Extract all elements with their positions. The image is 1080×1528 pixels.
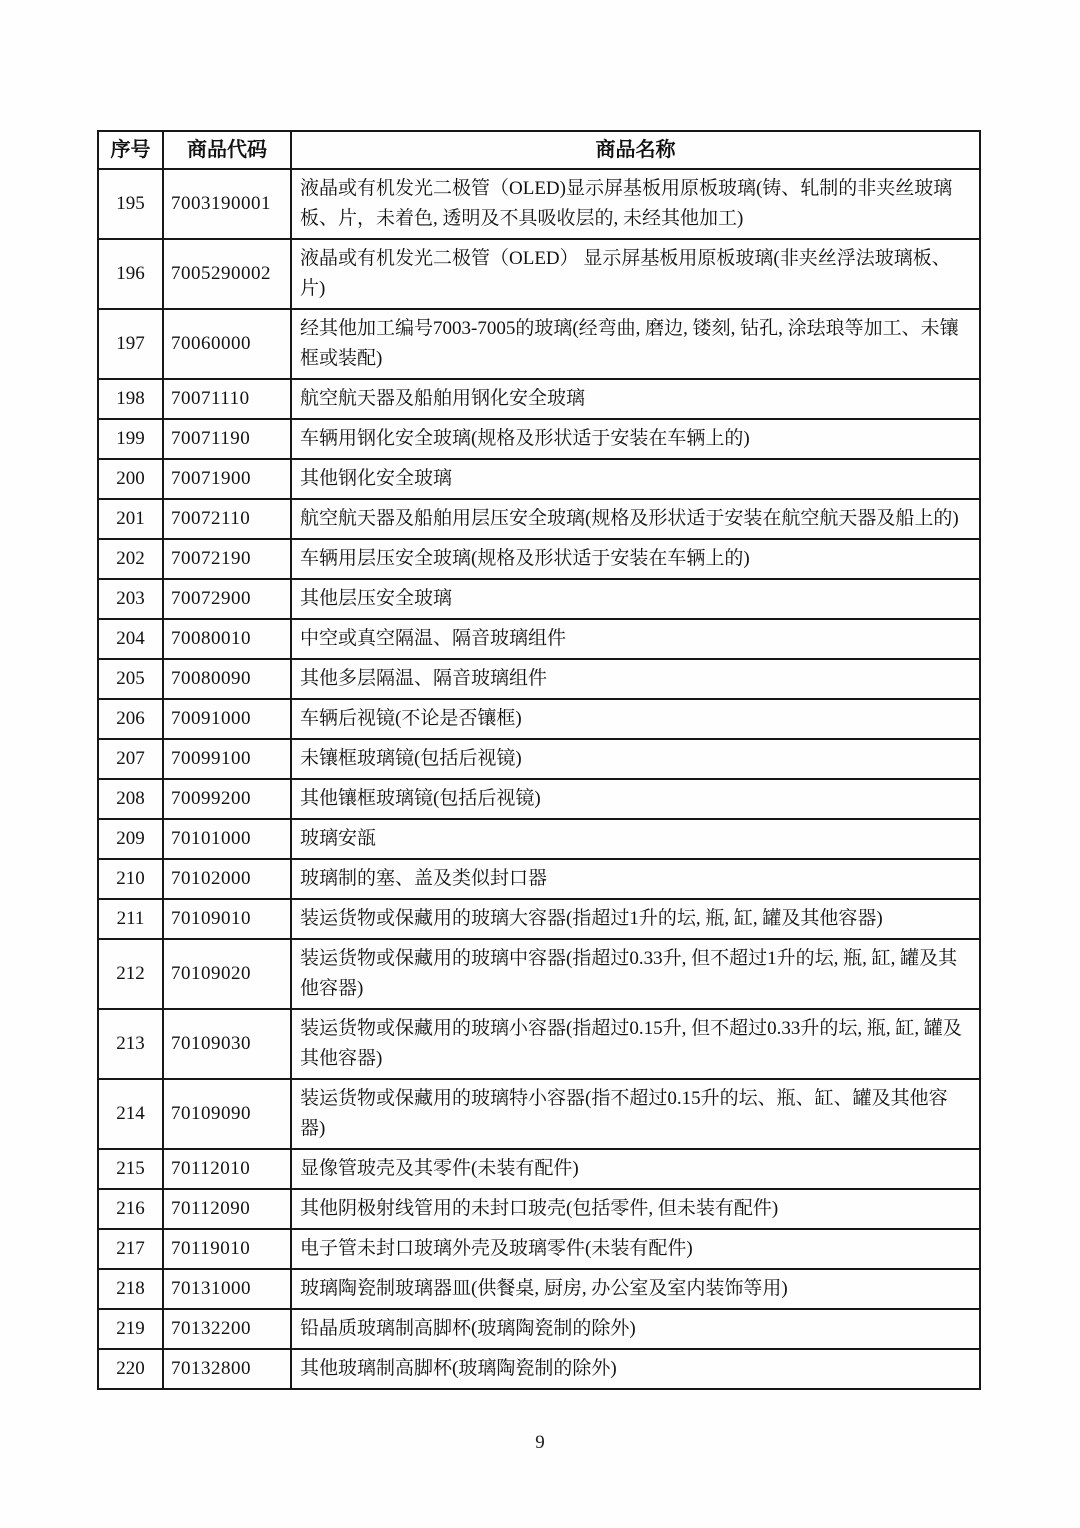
- row-commodity-name: 航空航天器及船舶用钢化安全玻璃: [291, 379, 980, 419]
- row-commodity-name: 显像管玻壳及其零件(未装有配件): [291, 1149, 980, 1189]
- row-serial-number: 198: [98, 379, 163, 419]
- row-serial-number: 203: [98, 579, 163, 619]
- row-commodity-name: 其他玻璃制高脚杯(玻璃陶瓷制的除外): [291, 1349, 980, 1389]
- row-serial-number: 199: [98, 419, 163, 459]
- row-commodity-code: 70080010: [163, 619, 291, 659]
- table-row: [98, 939, 980, 1009]
- row-commodity-code: 70112090: [163, 1189, 291, 1229]
- row-serial-number: 220: [98, 1349, 163, 1389]
- row-commodity-name: 装运货物或保藏用的玻璃特小容器(指不超过0.15升的坛、瓶、缸、罐及其他容器): [291, 1079, 980, 1149]
- header-commodity-code: 商品代码: [163, 131, 291, 169]
- table-row: [98, 309, 980, 379]
- row-commodity-name: 液晶或有机发光二极管（OLED） 显示屏基板用原板玻璃(非夹丝浮法玻璃板、片): [291, 239, 980, 309]
- row-commodity-code: 70132200: [163, 1309, 291, 1349]
- row-commodity-name: 航空航天器及船舶用层压安全玻璃(规格及形状适于安装在航空航天器及船上的): [291, 499, 980, 539]
- row-serial-number: 218: [98, 1269, 163, 1309]
- row-commodity-name: 其他多层隔温、隔音玻璃组件: [291, 659, 980, 699]
- row-serial-number: 211: [98, 899, 163, 939]
- table-row: [98, 459, 980, 499]
- table-row: [98, 1079, 980, 1149]
- row-serial-number: 204: [98, 619, 163, 659]
- row-commodity-name: 液晶或有机发光二极管（OLED)显示屏基板用原板玻璃(铸、轧制的非夹丝玻璃板、片，未着色, 透明及不具吸收层的, 未经其他加工): [291, 169, 980, 239]
- row-commodity-code: 70071190: [163, 419, 291, 459]
- row-serial-number: 202: [98, 539, 163, 579]
- row-serial-number: 213: [98, 1009, 163, 1079]
- row-commodity-name: 其他阴极射线管用的未封口玻壳(包括零件, 但未装有配件): [291, 1189, 980, 1229]
- row-commodity-code: 70112010: [163, 1149, 291, 1189]
- row-serial-number: 205: [98, 659, 163, 699]
- row-commodity-code: 70102000: [163, 859, 291, 899]
- row-commodity-name: 车辆用钢化安全玻璃(规格及形状适于安装在车辆上的): [291, 419, 980, 459]
- row-serial-number: 196: [98, 239, 163, 309]
- table-row: [98, 1229, 980, 1269]
- row-commodity-name: 玻璃安瓿: [291, 819, 980, 859]
- row-commodity-name: 玻璃制的塞、盖及类似封口器: [291, 859, 980, 899]
- row-commodity-code: 70060000: [163, 309, 291, 379]
- row-commodity-name: 其他层压安全玻璃: [291, 579, 980, 619]
- table-row: [98, 499, 980, 539]
- row-commodity-name: 装运货物或保藏用的玻璃小容器(指超过0.15升, 但不超过0.33升的坛, 瓶, 缸, 罐及其他容器): [291, 1009, 980, 1079]
- table-row: [98, 1269, 980, 1309]
- table-header-row: [98, 131, 980, 169]
- row-serial-number: 197: [98, 309, 163, 379]
- row-commodity-code: 70080090: [163, 659, 291, 699]
- row-serial-number: 214: [98, 1079, 163, 1149]
- row-commodity-name: 装运货物或保藏用的玻璃中容器(指超过0.33升, 但不超过1升的坛, 瓶, 缸, 罐及其他容器): [291, 939, 980, 1009]
- row-commodity-name: 车辆用层压安全玻璃(规格及形状适于安装在车辆上的): [291, 539, 980, 579]
- row-commodity-code: 70109090: [163, 1079, 291, 1149]
- row-commodity-name: 经其他加工编号7003-7005的玻璃(经弯曲, 磨边, 镂刻, 钻孔, 涂珐琅等加工、未镶框或装配): [291, 309, 980, 379]
- row-commodity-code: 70091000: [163, 699, 291, 739]
- table-row: [98, 699, 980, 739]
- table-row: [98, 419, 980, 459]
- row-serial-number: 215: [98, 1149, 163, 1189]
- table-row: [98, 169, 980, 239]
- row-commodity-code: 70071900: [163, 459, 291, 499]
- row-commodity-code: 70109020: [163, 939, 291, 1009]
- row-commodity-code: 70101000: [163, 819, 291, 859]
- row-commodity-name: 玻璃陶瓷制玻璃器皿(供餐桌, 厨房, 办公室及室内装饰等用): [291, 1269, 980, 1309]
- table-row: [98, 899, 980, 939]
- table-row: [98, 539, 980, 579]
- header-commodity-name: 商品名称: [291, 131, 980, 169]
- row-commodity-code: 70099100: [163, 739, 291, 779]
- table-row: [98, 379, 980, 419]
- row-commodity-code: 70119010: [163, 1229, 291, 1269]
- row-serial-number: 216: [98, 1189, 163, 1229]
- row-serial-number: 208: [98, 779, 163, 819]
- table-row: [98, 1349, 980, 1389]
- row-serial-number: 209: [98, 819, 163, 859]
- row-commodity-code: 70099200: [163, 779, 291, 819]
- table-row: [98, 1189, 980, 1229]
- row-serial-number: 219: [98, 1309, 163, 1349]
- row-commodity-name: 其他镶框玻璃镜(包括后视镜): [291, 779, 980, 819]
- table-row: [98, 239, 980, 309]
- page-number: 9: [535, 1432, 545, 1453]
- row-commodity-code: 70072110: [163, 499, 291, 539]
- table-row: [98, 659, 980, 699]
- table-row: [98, 579, 980, 619]
- row-commodity-code: 7005290002: [163, 239, 291, 309]
- row-commodity-name: 铅晶质玻璃制高脚杯(玻璃陶瓷制的除外): [291, 1309, 980, 1349]
- row-commodity-code: 70071110: [163, 379, 291, 419]
- table-row: [98, 859, 980, 899]
- row-commodity-code: 7003190001: [163, 169, 291, 239]
- table-row: [98, 1149, 980, 1189]
- row-commodity-code: 70072190: [163, 539, 291, 579]
- table-row: [98, 619, 980, 659]
- row-commodity-name: 未镶框玻璃镜(包括后视镜): [291, 739, 980, 779]
- row-serial-number: 212: [98, 939, 163, 1009]
- row-serial-number: 195: [98, 169, 163, 239]
- header-serial-number: 序号: [98, 131, 163, 169]
- row-serial-number: 200: [98, 459, 163, 499]
- table-row: [98, 779, 980, 819]
- row-commodity-code: 70132800: [163, 1349, 291, 1389]
- row-commodity-code: 70109030: [163, 1009, 291, 1079]
- table-row: [98, 1009, 980, 1079]
- row-commodity-name: 其他钢化安全玻璃: [291, 459, 980, 499]
- row-commodity-name: 装运货物或保藏用的玻璃大容器(指超过1升的坛, 瓶, 缸, 罐及其他容器): [291, 899, 980, 939]
- table-row: [98, 1309, 980, 1349]
- row-serial-number: 210: [98, 859, 163, 899]
- table-row: [98, 819, 980, 859]
- row-commodity-code: 70131000: [163, 1269, 291, 1309]
- table-body: [98, 169, 980, 1389]
- row-commodity-code: 70072900: [163, 579, 291, 619]
- row-serial-number: 206: [98, 699, 163, 739]
- row-commodity-name: 车辆后视镜(不论是否镶框): [291, 699, 980, 739]
- table-row: [98, 739, 980, 779]
- row-serial-number: 201: [98, 499, 163, 539]
- row-commodity-name: 电子管未封口玻璃外壳及玻璃零件(未装有配件): [291, 1229, 980, 1269]
- row-serial-number: 217: [98, 1229, 163, 1269]
- row-commodity-name: 中空或真空隔温、隔音玻璃组件: [291, 619, 980, 659]
- row-commodity-code: 70109010: [163, 899, 291, 939]
- goods-table: [97, 130, 981, 1390]
- row-serial-number: 207: [98, 739, 163, 779]
